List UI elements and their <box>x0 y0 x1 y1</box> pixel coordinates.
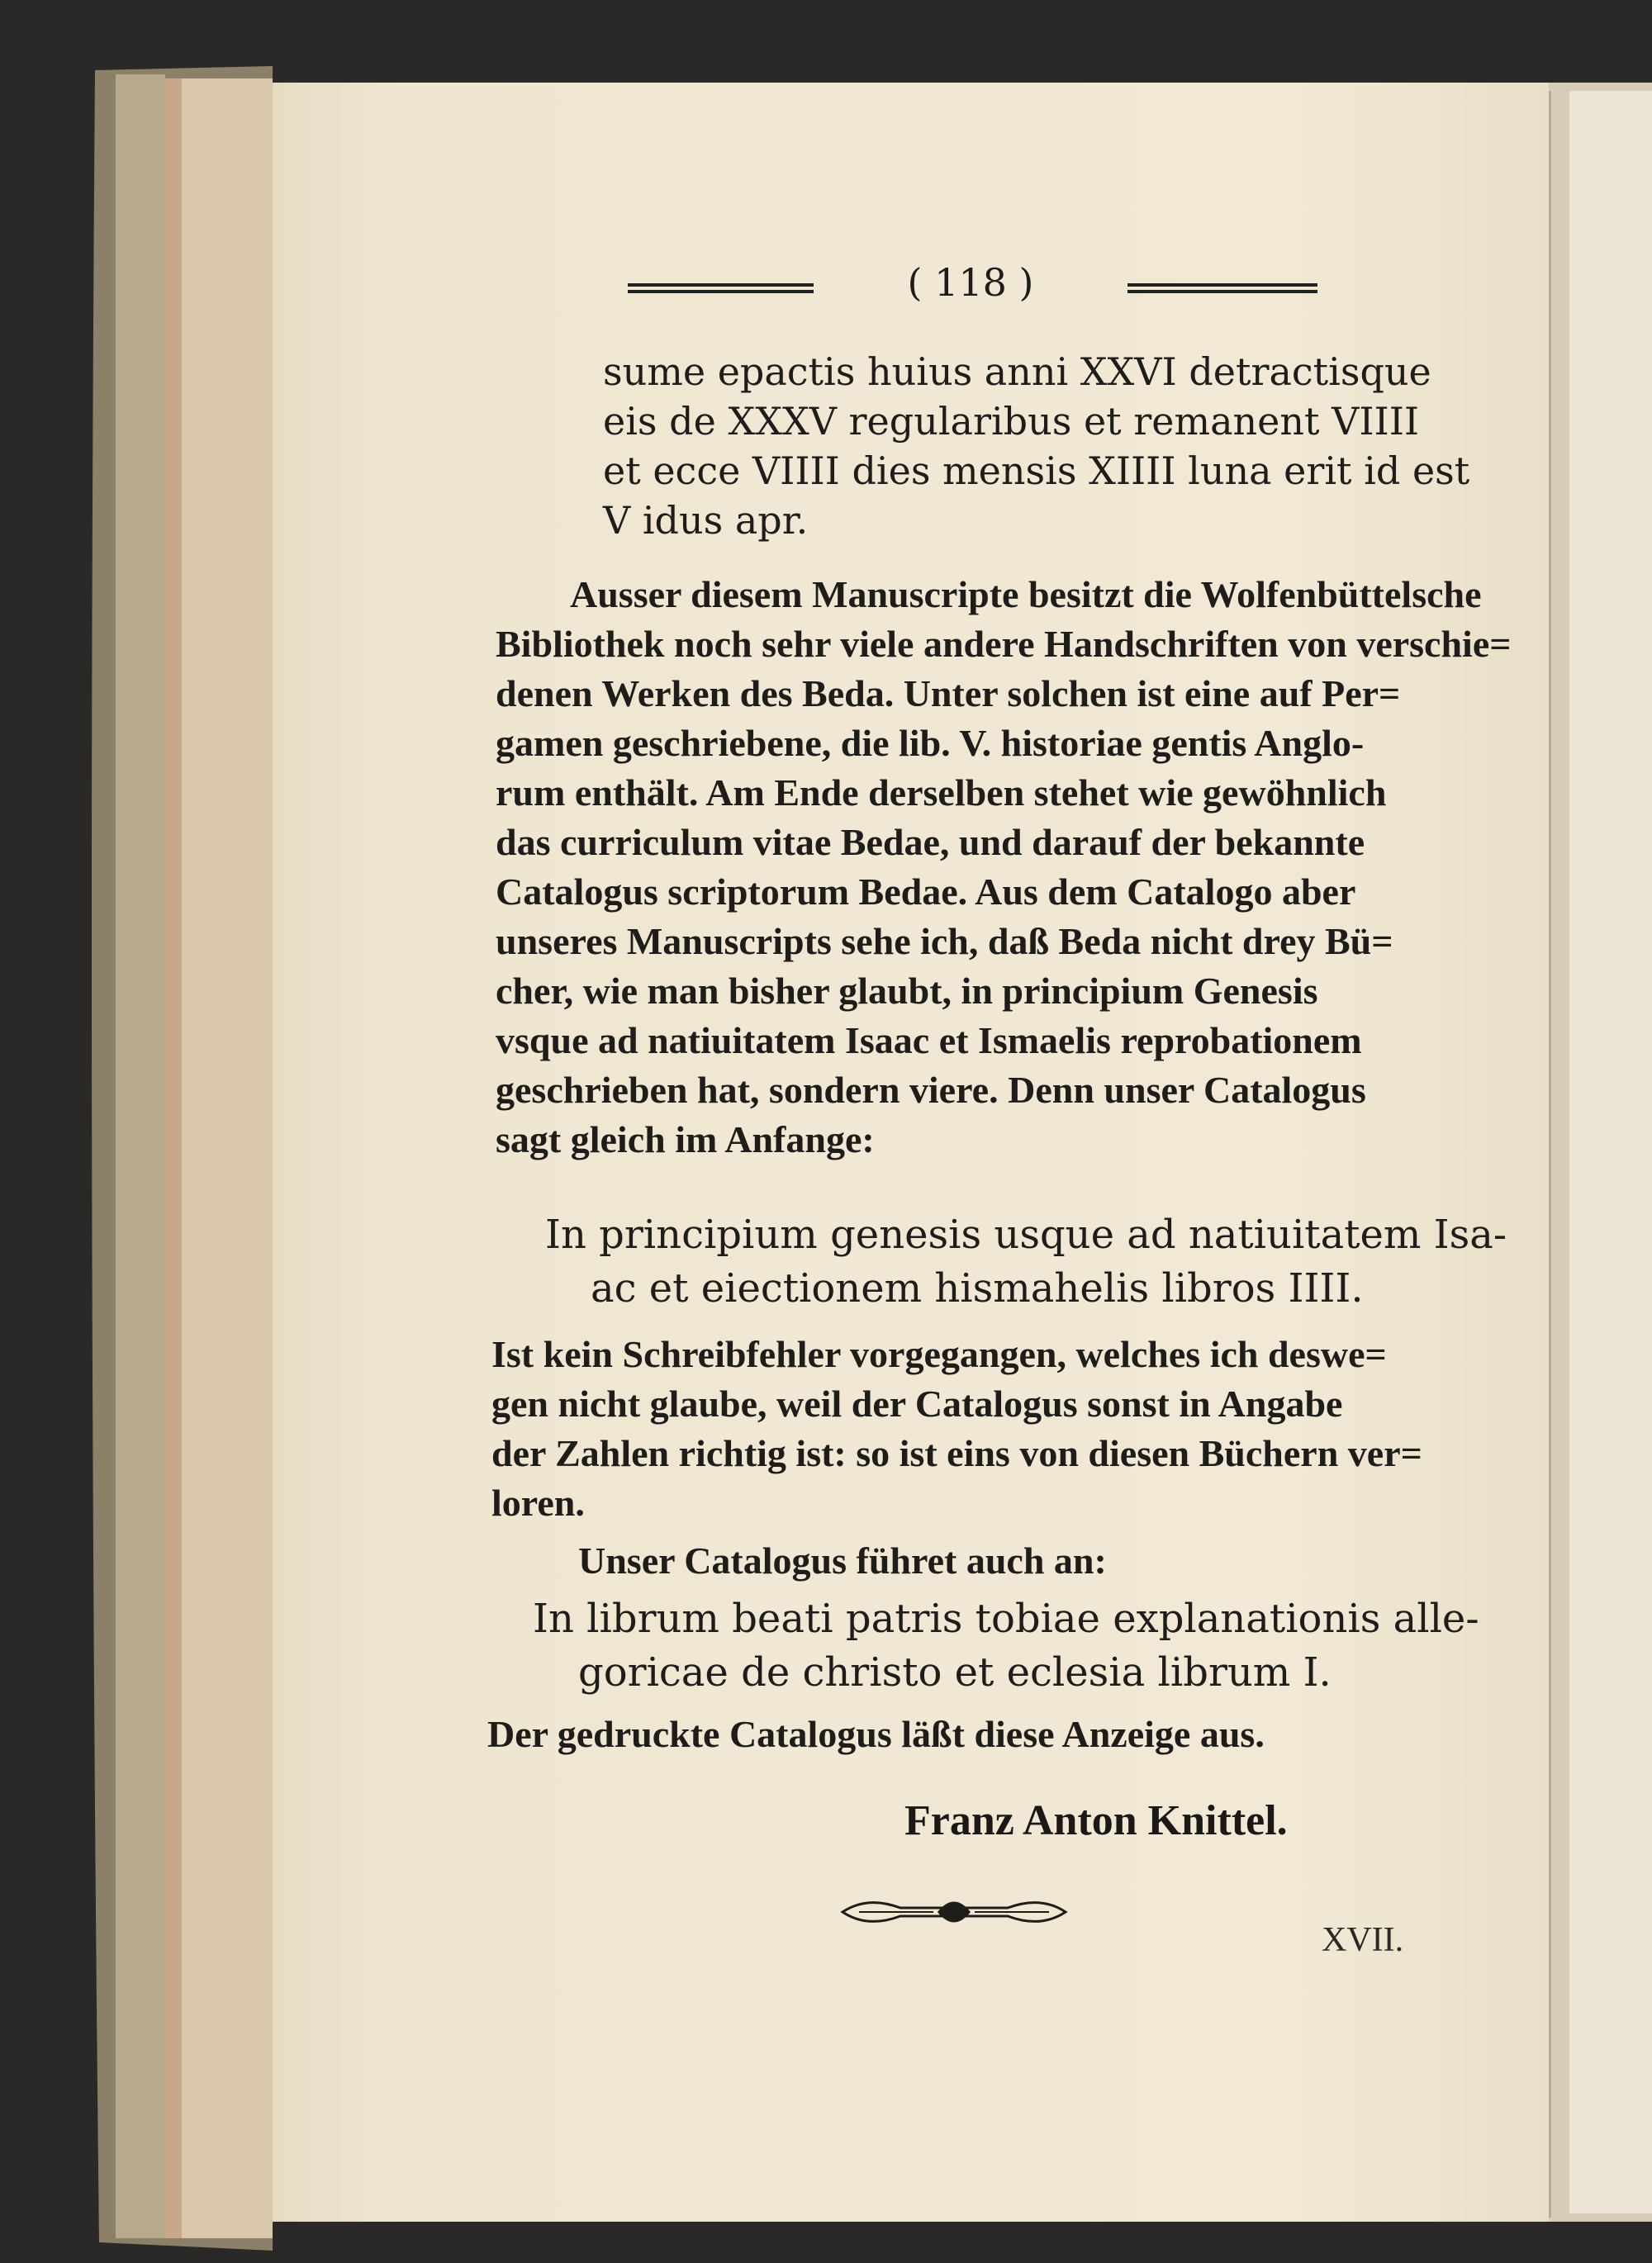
page-header <box>628 260 1322 318</box>
german-line: der Zahlen richtig ist: so ist eins von diesen Büchern ver= <box>491 1432 1422 1474</box>
german-line: Ausser diesem Manuscripte besitzt die Wolfenbüttelsche <box>570 573 1482 615</box>
german-line: unseres Manuscripts sehe ich, daß Beda nicht drey Bü= <box>496 920 1393 962</box>
header-rule-right <box>1127 283 1317 287</box>
german-line: Der gedruckte Catalogus läßt diese Anzeige aus. <box>487 1713 1265 1755</box>
quote-line: goricae de christo et eclesia librum I. <box>578 1649 1332 1696</box>
german-line: geschrieben hat, sondern viere. Denn unser Catalogus <box>496 1069 1366 1111</box>
german-line: das curriculum vitae Bedae, und darauf der bekannte <box>496 821 1365 863</box>
latin-line: eis de XXXV regularibus et remanent VIIII <box>603 399 1420 444</box>
german-line: denen Werken des Beda. Unter solchen ist eine auf Per= <box>496 672 1401 714</box>
quote-line: ac et eiectionem hismahelis libros IIII. <box>591 1265 1364 1312</box>
german-line: cher, wie man bisher glaubt, in principium Genesis <box>496 970 1318 1012</box>
ornament-icon <box>834 1891 1074 1933</box>
latin-line: sume epactis huius anni XXVI detractisque <box>603 349 1431 394</box>
latin-line: V idus apr. <box>603 498 809 543</box>
german-line: Unser Catalogus führet auch an: <box>578 1540 1107 1582</box>
german-line: sagt gleich im Anfange: <box>496 1118 875 1160</box>
german-line: Ist kein Schreibfehler vorgegangen, welches ich deswe= <box>491 1333 1387 1375</box>
header-rule-left <box>628 283 814 287</box>
german-line: gen nicht glaube, weil der Catalogus sonst in Angabe <box>491 1383 1343 1425</box>
page-number: ( 118 ) <box>907 260 1034 305</box>
german-line: gamen geschriebene, die lib. V. historiae gentis Anglo- <box>496 722 1365 764</box>
german-line: Bibliothek noch sehr viele andere Handschriften von verschie= <box>496 623 1512 665</box>
german-line: vsque ad natiuitatem Isaac et Ismaelis reprobationem <box>496 1019 1362 1061</box>
german-line: rum enthält. Am Ende derselben stehet wie gewöhnlich <box>496 771 1387 814</box>
quote-line: In principium genesis usque ad natiuitatem Isa- <box>545 1212 1507 1258</box>
german-line: loren. <box>491 1482 585 1524</box>
german-line: Catalogus scriptorum Bedae. Aus dem Catalogo aber <box>496 871 1356 913</box>
quote-line: In librum beati patris tobiae explanationis alle- <box>533 1596 1479 1642</box>
catchword: XVII. <box>1322 1921 1404 1959</box>
latin-line: et ecce VIIII dies mensis XIIII luna erit id est <box>603 448 1470 493</box>
signature: Franz Anton Knittel. <box>904 1797 1288 1844</box>
